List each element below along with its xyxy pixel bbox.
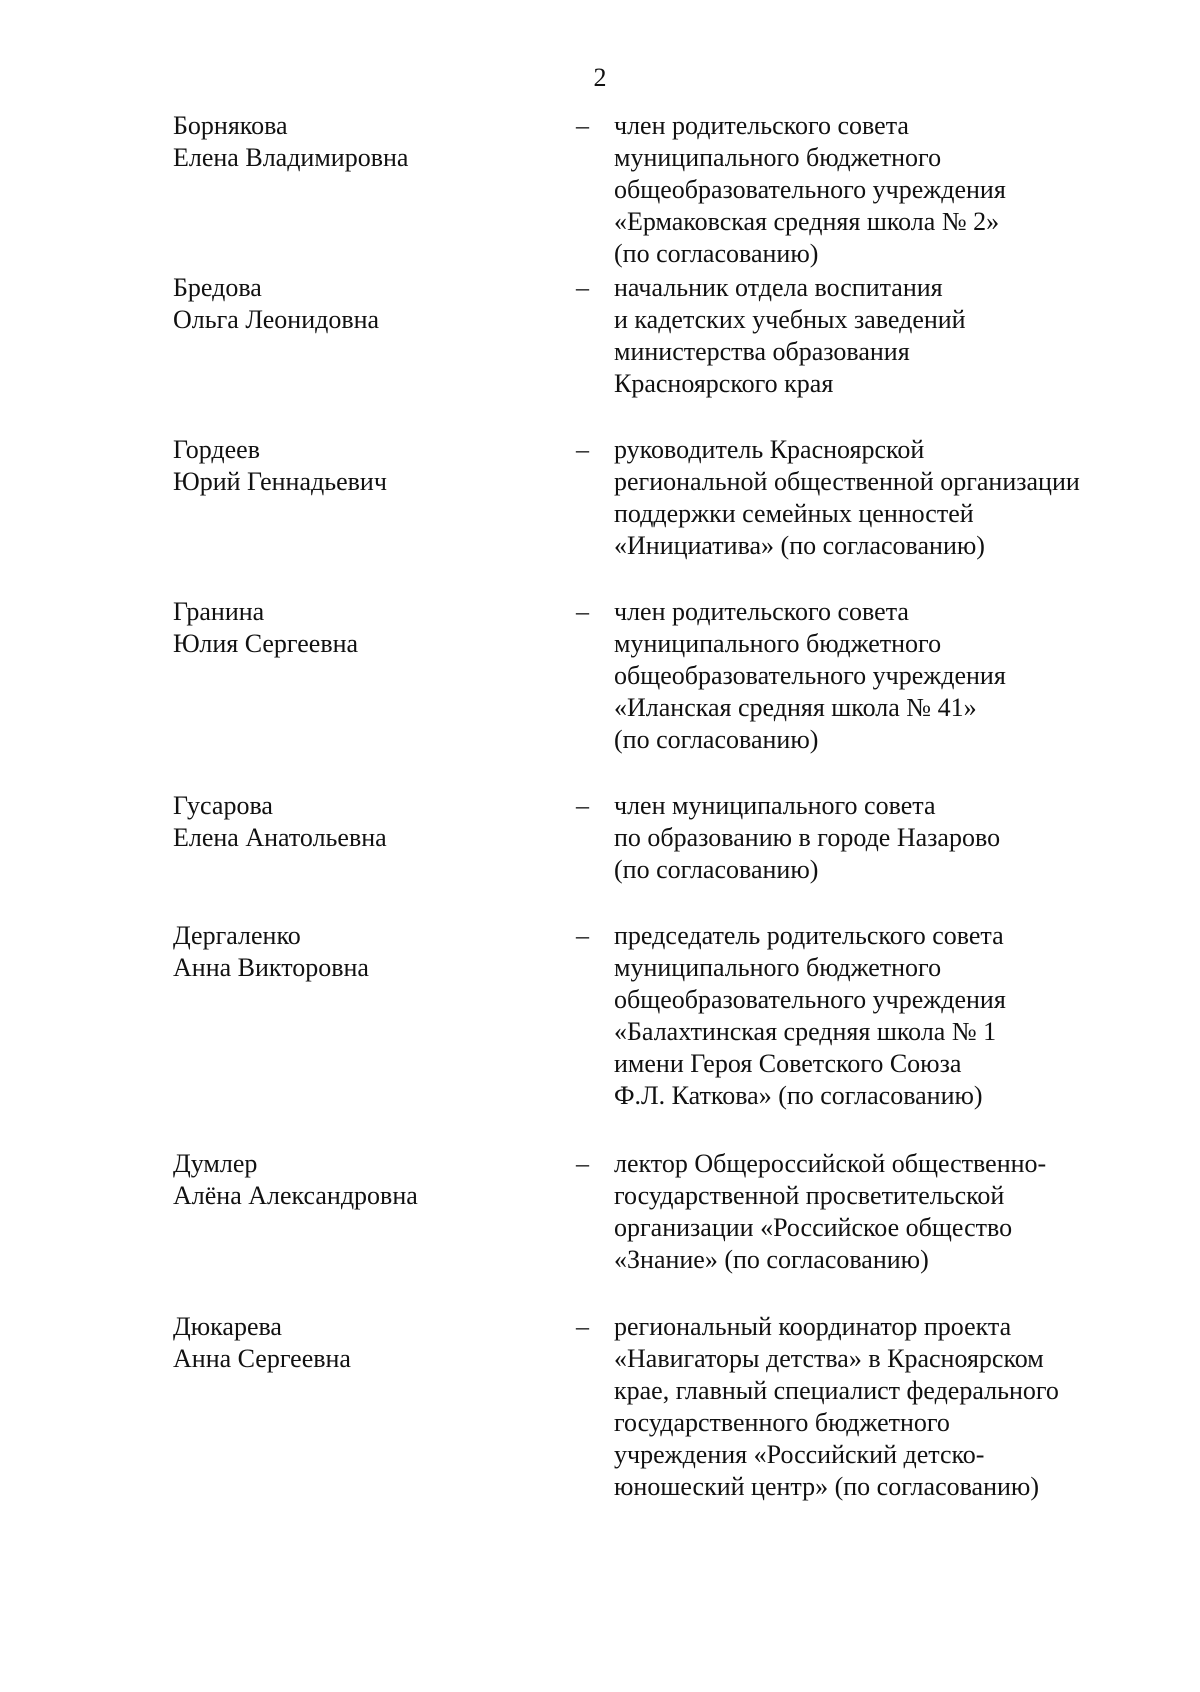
position-line: государственного бюджетного bbox=[614, 1408, 950, 1437]
separator-dash: – bbox=[576, 597, 589, 626]
position-line: муниципального бюджетного bbox=[614, 143, 942, 172]
member-surname: Думлер bbox=[173, 1149, 258, 1178]
separator-dash: – bbox=[576, 273, 589, 302]
member-entry bbox=[0, 434, 1200, 596]
member-surname: Бредова bbox=[173, 273, 262, 302]
position-line: (по согласованию) bbox=[614, 239, 819, 268]
position-line: (по согласованию) bbox=[614, 725, 819, 754]
member-given-names: Юлия Сергеевна bbox=[173, 629, 359, 658]
member-surname: Дергаленко bbox=[173, 921, 301, 950]
position-line: председатель родительского совета bbox=[614, 921, 1004, 950]
position-line: поддержки семейных ценностей bbox=[614, 499, 974, 528]
member-given-names: Юрий Геннадьевич bbox=[173, 467, 387, 496]
position-line: учреждения «Российский детско- bbox=[614, 1440, 985, 1469]
member-name bbox=[173, 596, 358, 660]
member-position bbox=[614, 110, 1006, 270]
position-line: общеобразовательного учреждения bbox=[614, 985, 1006, 1014]
position-line: муниципального бюджетного bbox=[614, 629, 942, 658]
member-position bbox=[614, 790, 1000, 886]
member-name bbox=[173, 1148, 418, 1212]
member-name bbox=[173, 272, 379, 336]
page-number: 2 bbox=[593, 63, 607, 92]
position-line: член муниципального совета bbox=[614, 791, 936, 820]
separator-dash: – bbox=[576, 435, 589, 464]
position-line: Красноярского края bbox=[614, 369, 834, 398]
member-position bbox=[614, 1311, 1059, 1503]
position-line: «Навигаторы детства» в Красноярском bbox=[614, 1344, 1044, 1373]
separator-dash: – bbox=[576, 921, 589, 950]
position-line: общеобразовательного учреждения bbox=[614, 175, 1006, 204]
separator-dash: – bbox=[576, 1149, 589, 1178]
position-line: «Инициатива» (по согласованию) bbox=[614, 531, 985, 560]
member-position bbox=[614, 1148, 1046, 1276]
member-entry bbox=[0, 110, 1200, 272]
position-line: «Знание» (по согласованию) bbox=[614, 1245, 929, 1274]
member-position bbox=[614, 434, 1080, 562]
position-line: государственной просветительской bbox=[614, 1181, 1005, 1210]
separator-dash: – bbox=[576, 791, 589, 820]
separator-dash: – bbox=[576, 1312, 589, 1341]
separator-dash: – bbox=[576, 111, 589, 140]
member-surname: Гордеев bbox=[173, 435, 260, 464]
member-name bbox=[173, 434, 387, 498]
member-surname: Гранина bbox=[173, 597, 265, 626]
position-line: член родительского совета bbox=[614, 597, 909, 626]
position-line: начальник отдела воспитания bbox=[614, 273, 943, 302]
position-line: региональный координатор проекта bbox=[614, 1312, 1012, 1341]
position-line: руководитель Красноярской bbox=[614, 435, 925, 464]
member-entry bbox=[0, 272, 1200, 434]
position-line: организации «Российское общество bbox=[614, 1213, 1013, 1242]
member-given-names: Елена Анатольевна bbox=[173, 823, 387, 852]
position-line: муниципального бюджетного bbox=[614, 953, 942, 982]
position-line: общеобразовательного учреждения bbox=[614, 661, 1006, 690]
position-line: Ф.Л. Каткова» (по согласованию) bbox=[614, 1081, 983, 1110]
member-surname: Дюкарева bbox=[173, 1312, 282, 1341]
position-line: имени Героя Советского Союза bbox=[614, 1049, 962, 1078]
position-line: региональной общественной организации bbox=[614, 467, 1080, 496]
member-position bbox=[614, 920, 1006, 1112]
member-given-names: Алёна Александровна bbox=[173, 1181, 418, 1210]
member-entry bbox=[0, 1148, 1200, 1311]
member-position bbox=[614, 272, 966, 400]
member-surname: Борнякова bbox=[173, 111, 288, 140]
member-given-names: Ольга Леонидовна bbox=[173, 305, 380, 334]
position-line: юношеский центр» (по согласованию) bbox=[614, 1472, 1039, 1501]
member-surname: Гусарова bbox=[173, 791, 273, 820]
member-name bbox=[173, 1311, 351, 1375]
position-line: лектор Общероссийской общественно- bbox=[614, 1149, 1047, 1178]
member-entry bbox=[0, 596, 1200, 790]
member-entry bbox=[0, 1311, 1200, 1511]
member-name bbox=[173, 790, 387, 854]
position-line: крае, главный специалист федерального bbox=[614, 1376, 1059, 1405]
member-name bbox=[173, 920, 369, 984]
position-line: министерства образования bbox=[614, 337, 910, 366]
member-entry bbox=[0, 790, 1200, 920]
position-line: «Ермаковская средняя школа № 2» bbox=[614, 207, 1000, 236]
position-line: (по согласованию) bbox=[614, 855, 819, 884]
member-given-names: Елена Владимировна bbox=[173, 143, 409, 172]
position-line: «Иланская средняя школа № 41» bbox=[614, 693, 977, 722]
position-line: и кадетских учебных заведений bbox=[614, 305, 966, 334]
member-name bbox=[173, 110, 408, 174]
position-line: член родительского совета bbox=[614, 111, 909, 140]
member-given-names: Анна Сергеевна bbox=[173, 1344, 351, 1373]
member-list bbox=[0, 110, 1200, 1511]
member-position bbox=[614, 596, 1006, 756]
position-line: по образованию в городе Назарово bbox=[614, 823, 1001, 852]
member-given-names: Анна Викторовна bbox=[173, 953, 369, 982]
position-line: «Балахтинская средняя школа № 1 bbox=[614, 1017, 997, 1046]
member-entry bbox=[0, 920, 1200, 1148]
